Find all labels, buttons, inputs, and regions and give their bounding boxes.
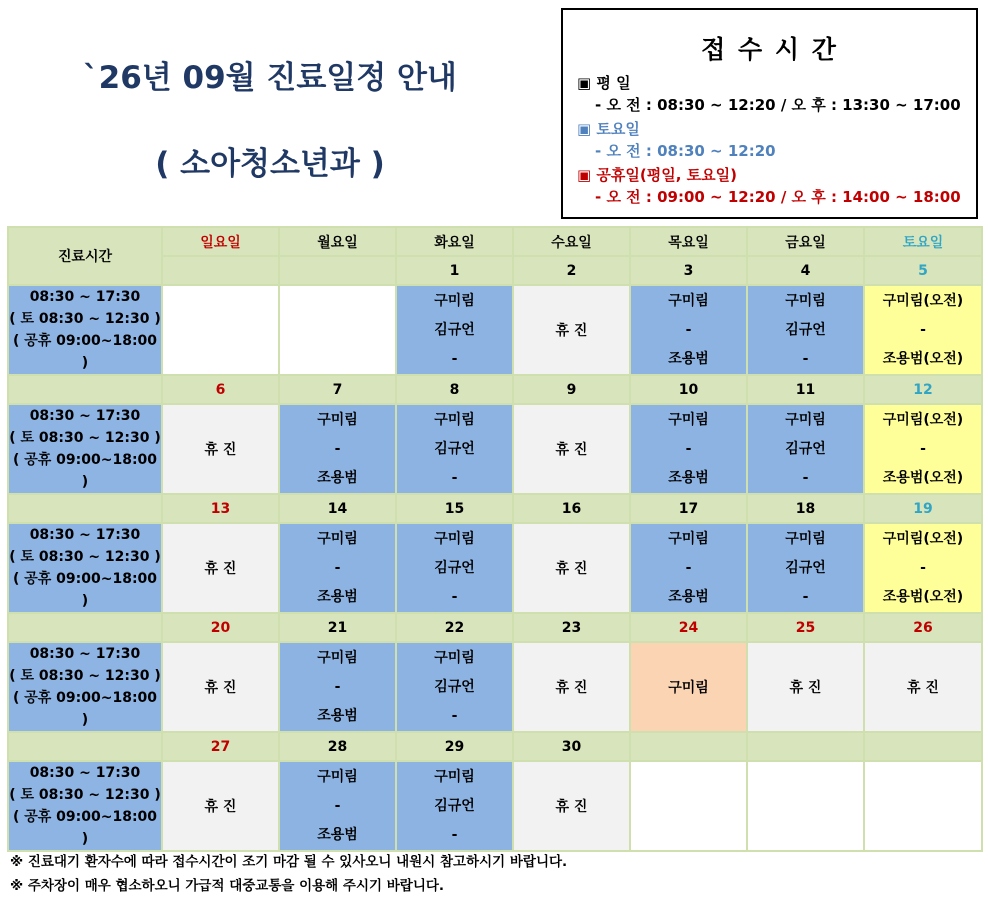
date-number: 18 — [747, 494, 864, 523]
schedule-cell-doc — [279, 523, 396, 613]
schedule-entry: 조용범 — [668, 588, 709, 605]
schedule-entry: 구미림 — [434, 292, 475, 309]
schedule-entry: 구미림 — [785, 530, 826, 547]
date-number: 3 — [630, 256, 747, 285]
date-number: 14 — [279, 494, 396, 523]
schedule-cell-off — [513, 523, 630, 613]
clinic-hours-line: ( 토 08:30 ~ 12:30 ) — [9, 430, 161, 446]
date-number: 27 — [162, 732, 279, 761]
schedule-entry: 휴 진 — [789, 680, 822, 696]
schedule-entry: 구미림 — [317, 411, 358, 428]
clinic-hours-line: 08:30 ~ 17:30 — [29, 646, 141, 662]
date-row-spacer — [8, 494, 162, 523]
saturday-hours: - 오 전 : 08:30 ~ 12:20 — [595, 142, 776, 160]
schedule-entry: - — [685, 559, 692, 576]
schedule-entry: 구미림 — [317, 768, 358, 785]
schedule-cell-empty — [279, 285, 396, 375]
date-number: 29 — [396, 732, 513, 761]
clinic-hours-line: ( 토 08:30 ~ 12:30 ) — [9, 668, 161, 684]
schedule-entry: - — [920, 440, 926, 457]
schedule-entry: 구미림 — [668, 680, 709, 696]
date-number: 28 — [279, 732, 396, 761]
schedule-entry: 조용범(오전) — [882, 588, 964, 605]
schedule-entry: 조용범(오전) — [882, 469, 964, 486]
note-parking: ※ 주차장이 매우 협소하오니 가급적 대중교통을 이용해 주시기 바랍니다. — [10, 878, 445, 894]
schedule-entry: - — [451, 588, 458, 605]
day-header: 월요일 — [279, 227, 396, 256]
schedule-entry: - — [920, 559, 926, 576]
date-number: 1 — [396, 256, 513, 285]
holiday-label: ▣ 공휴일(평일, 토요일) — [577, 166, 737, 184]
schedule-cell-sat — [864, 404, 982, 494]
clinic-hours-line: 08:30 ~ 17:30 — [29, 527, 141, 543]
schedule-row — [8, 404, 982, 494]
schedule-cell-off — [162, 404, 279, 494]
schedule-cell-off — [747, 642, 864, 732]
schedule-cell-doc — [747, 523, 864, 613]
clinic-hours-line: 08:30 ~ 17:30 — [29, 289, 141, 305]
schedule-entry: 구미림 — [785, 292, 826, 309]
schedule-entry: - — [334, 440, 341, 457]
schedule-cell-doc — [396, 404, 513, 494]
schedule-entry: - — [920, 321, 926, 338]
schedule-row — [8, 642, 982, 732]
schedule-entry: 김규언 — [434, 321, 475, 338]
schedule-entry: 구미림 — [668, 530, 709, 547]
date-number: 2 — [513, 256, 630, 285]
date-number — [864, 732, 982, 761]
schedule-entry: 김규언 — [785, 321, 826, 338]
clinic-hours-line: ( 토 08:30 ~ 12:30 ) — [9, 549, 161, 565]
schedule-entry: 조용범 — [668, 469, 709, 486]
department-subtitle: ( 소아청소년과 ) — [155, 146, 385, 182]
schedule-cell-sat — [864, 523, 982, 613]
schedule-cell-doc — [279, 404, 396, 494]
schedule-entry: 구미림 — [434, 768, 475, 785]
date-number: 25 — [747, 613, 864, 642]
reception-heading: 접 수 시 간 — [701, 35, 838, 64]
date-row-spacer — [8, 375, 162, 404]
date-row — [8, 732, 982, 761]
schedule-calendar — [7, 226, 983, 852]
schedule-entry: 조용범 — [317, 707, 358, 724]
day-header: 토요일 — [864, 227, 982, 256]
clinic-hours-cell — [8, 285, 162, 375]
date-number: 16 — [513, 494, 630, 523]
clinic-hours-cell — [8, 523, 162, 613]
schedule-entry: 구미림(오전) — [882, 292, 964, 309]
day-header: 목요일 — [630, 227, 747, 256]
schedule-cell-doc — [630, 285, 747, 375]
schedule-entry: - — [334, 797, 341, 814]
schedule-entry: 구미림 — [434, 530, 475, 547]
schedule-cell-off — [162, 523, 279, 613]
saturday-label: ▣ 토요일 — [577, 120, 640, 138]
date-number: 22 — [396, 613, 513, 642]
day-header: 일요일 — [162, 227, 279, 256]
schedule-entry: - — [802, 469, 809, 486]
schedule-entry: - — [451, 707, 458, 724]
schedule-entry: 구미림 — [668, 292, 709, 309]
schedule-cell-doc — [747, 285, 864, 375]
schedule-entry: 휴 진 — [555, 442, 588, 458]
clinic-hours-line: 08:30 ~ 17:30 — [29, 765, 141, 781]
clinic-hours-line: ( 공휴 09:00~18:00 ) — [12, 452, 158, 490]
time-header: 진료시간 — [8, 227, 162, 285]
schedule-cell-doc — [396, 523, 513, 613]
schedule-entry: 김규언 — [785, 440, 826, 457]
clinic-hours-line: ( 공휴 09:00~18:00 ) — [12, 690, 158, 728]
date-number — [630, 732, 747, 761]
schedule-entry: 구미림 — [317, 530, 358, 547]
schedule-entry: 조용범 — [317, 469, 358, 486]
schedule-cell-doc — [279, 642, 396, 732]
schedule-entry: 김규언 — [434, 440, 475, 457]
schedule-cell-off — [162, 761, 279, 851]
date-number: 4 — [747, 256, 864, 285]
schedule-entry: 구미림(오전) — [882, 530, 964, 547]
schedule-entry: - — [334, 559, 341, 576]
schedule-cell-off — [162, 642, 279, 732]
date-number: 20 — [162, 613, 279, 642]
clinic-hours-line: ( 토 08:30 ~ 12:30 ) — [9, 311, 161, 327]
schedule-entry: - — [685, 440, 692, 457]
schedule-cell-doc — [630, 523, 747, 613]
schedule-cell-doc — [396, 642, 513, 732]
day-header: 금요일 — [747, 227, 864, 256]
schedule-entry: - — [451, 469, 458, 486]
schedule-cell-empty — [864, 761, 982, 851]
schedule-entry: 휴 진 — [204, 442, 237, 458]
schedule-entry: 구미림 — [317, 649, 358, 666]
date-number: 23 — [513, 613, 630, 642]
schedule-entry: 휴 진 — [555, 323, 588, 339]
weekday-label: ▣ 평 일 — [577, 74, 631, 92]
date-number: 6 — [162, 375, 279, 404]
clinic-hours-line: 08:30 ~ 17:30 — [29, 408, 141, 424]
date-number — [747, 732, 864, 761]
schedule-entry: 김규언 — [434, 678, 475, 695]
clinic-hours-line: ( 공휴 09:00~18:00 ) — [12, 333, 158, 371]
schedule-cell-doc — [396, 285, 513, 375]
date-number: 15 — [396, 494, 513, 523]
date-number: 7 — [279, 375, 396, 404]
date-number: 30 — [513, 732, 630, 761]
date-number: 12 — [864, 375, 982, 404]
schedule-cell-off — [513, 642, 630, 732]
date-row — [8, 375, 982, 404]
clinic-hours-line: ( 공휴 09:00~18:00 ) — [12, 571, 158, 609]
schedule-entry: 휴 진 — [204, 799, 237, 815]
schedule-cell-off — [513, 285, 630, 375]
schedule-cell-doc — [630, 404, 747, 494]
clinic-hours-cell — [8, 404, 162, 494]
date-number: 5 — [864, 256, 982, 285]
date-row-spacer — [8, 732, 162, 761]
schedule-cell-doc — [396, 761, 513, 851]
schedule-entry: - — [334, 678, 341, 695]
schedule-entry: 김규언 — [434, 559, 475, 576]
schedule-entry: - — [451, 826, 458, 843]
date-number: 9 — [513, 375, 630, 404]
schedule-cell-off — [513, 404, 630, 494]
schedule-entry: 휴 진 — [555, 799, 588, 815]
day-header: 수요일 — [513, 227, 630, 256]
weekday-header-row — [8, 227, 982, 256]
schedule-entry: 조용범 — [317, 588, 358, 605]
schedule-cell-empty — [630, 761, 747, 851]
date-number: 24 — [630, 613, 747, 642]
schedule-entry: 구미림(오전) — [882, 411, 964, 428]
date-number — [162, 256, 279, 285]
schedule-row — [8, 285, 982, 375]
schedule-cell-hol — [630, 642, 747, 732]
schedule-row — [8, 761, 982, 851]
schedule-entry: - — [802, 588, 809, 605]
date-number: 19 — [864, 494, 982, 523]
schedule-entry: - — [451, 350, 458, 367]
schedule-entry: 김규언 — [434, 797, 475, 814]
date-row — [8, 613, 982, 642]
date-number: 13 — [162, 494, 279, 523]
date-number: 21 — [279, 613, 396, 642]
clinic-hours-cell — [8, 642, 162, 732]
schedule-entry: 구미림 — [434, 649, 475, 666]
schedule-cell-off — [513, 761, 630, 851]
schedule-entry: 휴 진 — [555, 680, 588, 696]
schedule-entry: 휴 진 — [555, 561, 588, 577]
schedule-cell-empty — [162, 285, 279, 375]
schedule-cell-doc — [279, 761, 396, 851]
schedule-entry: 조용범 — [668, 350, 709, 367]
schedule-entry: 구미림 — [668, 411, 709, 428]
schedule-entry: 휴 진 — [907, 680, 939, 696]
schedule-entry: 구미림 — [785, 411, 826, 428]
date-number — [279, 256, 396, 285]
schedule-cell-empty — [747, 761, 864, 851]
weekday-hours: - 오 전 : 08:30 ~ 12:20 / 오 후 : 13:30 ~ 17:00 — [595, 96, 961, 114]
holiday-hours: - 오 전 : 09:00 ~ 12:20 / 오 후 : 14:00 ~ 18:00 — [595, 188, 961, 206]
schedule-entry: - — [685, 321, 692, 338]
schedule-entry: 구미림 — [434, 411, 475, 428]
date-number: 26 — [864, 613, 982, 642]
date-number: 11 — [747, 375, 864, 404]
schedule-entry: 조용범(오전) — [882, 350, 964, 367]
date-row — [8, 494, 982, 523]
page-title: `26년 09월 진료일정 안내 — [83, 60, 457, 96]
clinic-hours-line: ( 공휴 09:00~18:00 ) — [12, 809, 158, 847]
date-number: 8 — [396, 375, 513, 404]
schedule-entry: 김규언 — [785, 559, 826, 576]
schedule-entry: - — [802, 350, 809, 367]
clinic-hours-line: ( 토 08:30 ~ 12:30 ) — [9, 787, 161, 803]
clinic-hours-cell — [8, 761, 162, 851]
schedule-row — [8, 523, 982, 613]
schedule-entry: 휴 진 — [204, 561, 237, 577]
note-reception-early-close: ※ 진료대기 환자수에 따라 접수시간이 조기 마감 될 수 있사오니 내원시 참고하시기 바랍니다. — [10, 854, 568, 870]
day-header: 화요일 — [396, 227, 513, 256]
schedule-entry: 조용범 — [317, 826, 358, 843]
schedule-cell-sat — [864, 285, 982, 375]
schedule-entry: 휴 진 — [204, 680, 237, 696]
date-number: 17 — [630, 494, 747, 523]
date-row-spacer — [8, 613, 162, 642]
schedule-cell-doc — [747, 404, 864, 494]
date-number: 10 — [630, 375, 747, 404]
schedule-cell-off — [864, 642, 982, 732]
reception-hours-box — [561, 8, 978, 219]
